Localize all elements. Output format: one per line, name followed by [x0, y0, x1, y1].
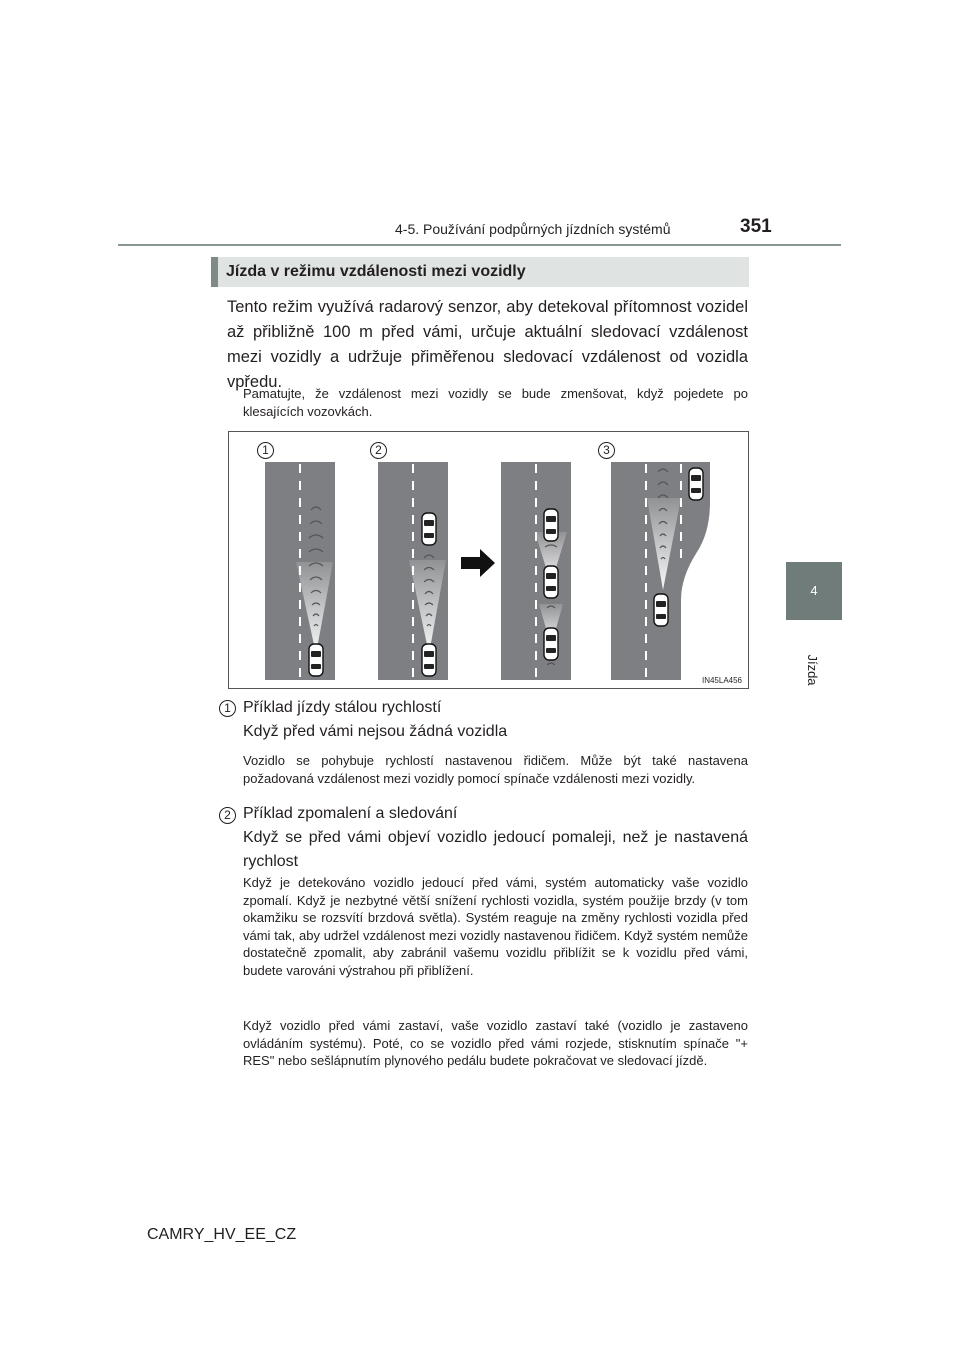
header-section-title: 4-5. Používání podpůrných jízdních systémů — [395, 221, 671, 237]
section-title: Jízda v režimu vzdálenosti mezi vozidly — [226, 263, 526, 280]
item-1-subtitle: Když před vámi nejsou žádná vozidla — [243, 723, 508, 740]
header-divider — [118, 244, 841, 246]
document-code: CAMRY_HV_EE_CZ — [147, 1226, 297, 1243]
road-scene-1 — [265, 462, 335, 680]
item-2-subtitle: Když se před vámi objeví vozidlo jedoucí pomaleji, než je nastavená rychlost — [243, 829, 748, 870]
own-vehicle-icon — [544, 566, 558, 598]
chapter-number: 4 — [810, 583, 818, 598]
note-paragraph: Pamatujte, že vzdálenost mezi vozidly se bude zmenšovat, když pojedete po klesajících vozovkách. — [243, 386, 748, 419]
front-vehicle-icon — [422, 513, 436, 545]
transition-arrow-icon — [461, 549, 495, 577]
own-vehicle-icon — [654, 594, 668, 626]
figure-marker-3: 3 — [598, 442, 615, 459]
front-vehicle-icon — [689, 468, 703, 500]
item-2-body: Když je detekováno vozidlo jedoucí před vámi, systém automaticky vaše vozidlo zpomalí. Když je nezbytné větší snížení rychlosti vozidla, systém použije brzdy (v tom okamžiku se rozsvítí brzdová světla). Systém reaguje na změny rychlosti vozidla před vámi tak, aby udržel vzdálenost mezi vozidly nastavenou řidičem. Když systém nemůže dostatečně zpomalit, aby zabránil vašemu vozidlu přiblížit se k vozidlu před vámi, budete varováni výstrahou při přiblížení. — [243, 875, 748, 978]
item-2-body-continued: Když vozidlo před vámi zastaví, vaše vozidlo zastaví také (vozidlo je zastaveno ovládáním systému). Poté, co se vozidlo před vámi rozjede, stisknutím spínače "+ RES" nebo sešlápnutím plynového pedálu budete pokračovat ve sledovací jízdě. — [243, 1018, 748, 1069]
front-vehicle-icon — [544, 509, 558, 541]
figure-marker-1: 1 — [257, 442, 274, 459]
own-vehicle-icon — [309, 644, 323, 676]
item-marker-1: 1 — [219, 700, 236, 717]
figure-code: IN45LA456 — [701, 676, 742, 685]
figure-marker-2: 2 — [370, 442, 387, 459]
section-title-bar — [211, 257, 749, 287]
illustration — [228, 431, 749, 689]
road-scene-3 — [501, 462, 571, 680]
item-1-body: Vozidlo se pohybuje rychlostí nastavenou řidičem. Může být také nastavena požadovaná vzdálenost mezi vozidly pomocí spínače vzdálenosti mezi vozidly. — [243, 753, 748, 786]
item-2-title: Příklad zpomalení a sledování — [243, 805, 458, 822]
item-marker-2: 2 — [219, 807, 236, 824]
own-vehicle-icon — [422, 644, 436, 676]
own-vehicle-icon — [544, 628, 558, 660]
intro-paragraph: Tento režim využívá radarový senzor, aby detekoval přítomnost vozidel až přibližně 100 m před vámi, určuje aktuální sledovací vzdálenost mezi vozidly a udržuje přiměřenou sledovací vzdálenost od vozidla vpředu. — [227, 298, 748, 391]
road-scene-4 — [611, 462, 710, 680]
item-1-title: Příklad jízdy stálou rychlostí — [243, 699, 442, 716]
page-number: 351 — [740, 216, 772, 237]
road-scene-2 — [378, 462, 448, 680]
chapter-tab[interactable] — [786, 562, 842, 620]
road-diagram — [229, 432, 748, 688]
chapter-label: Jízda — [805, 654, 820, 686]
